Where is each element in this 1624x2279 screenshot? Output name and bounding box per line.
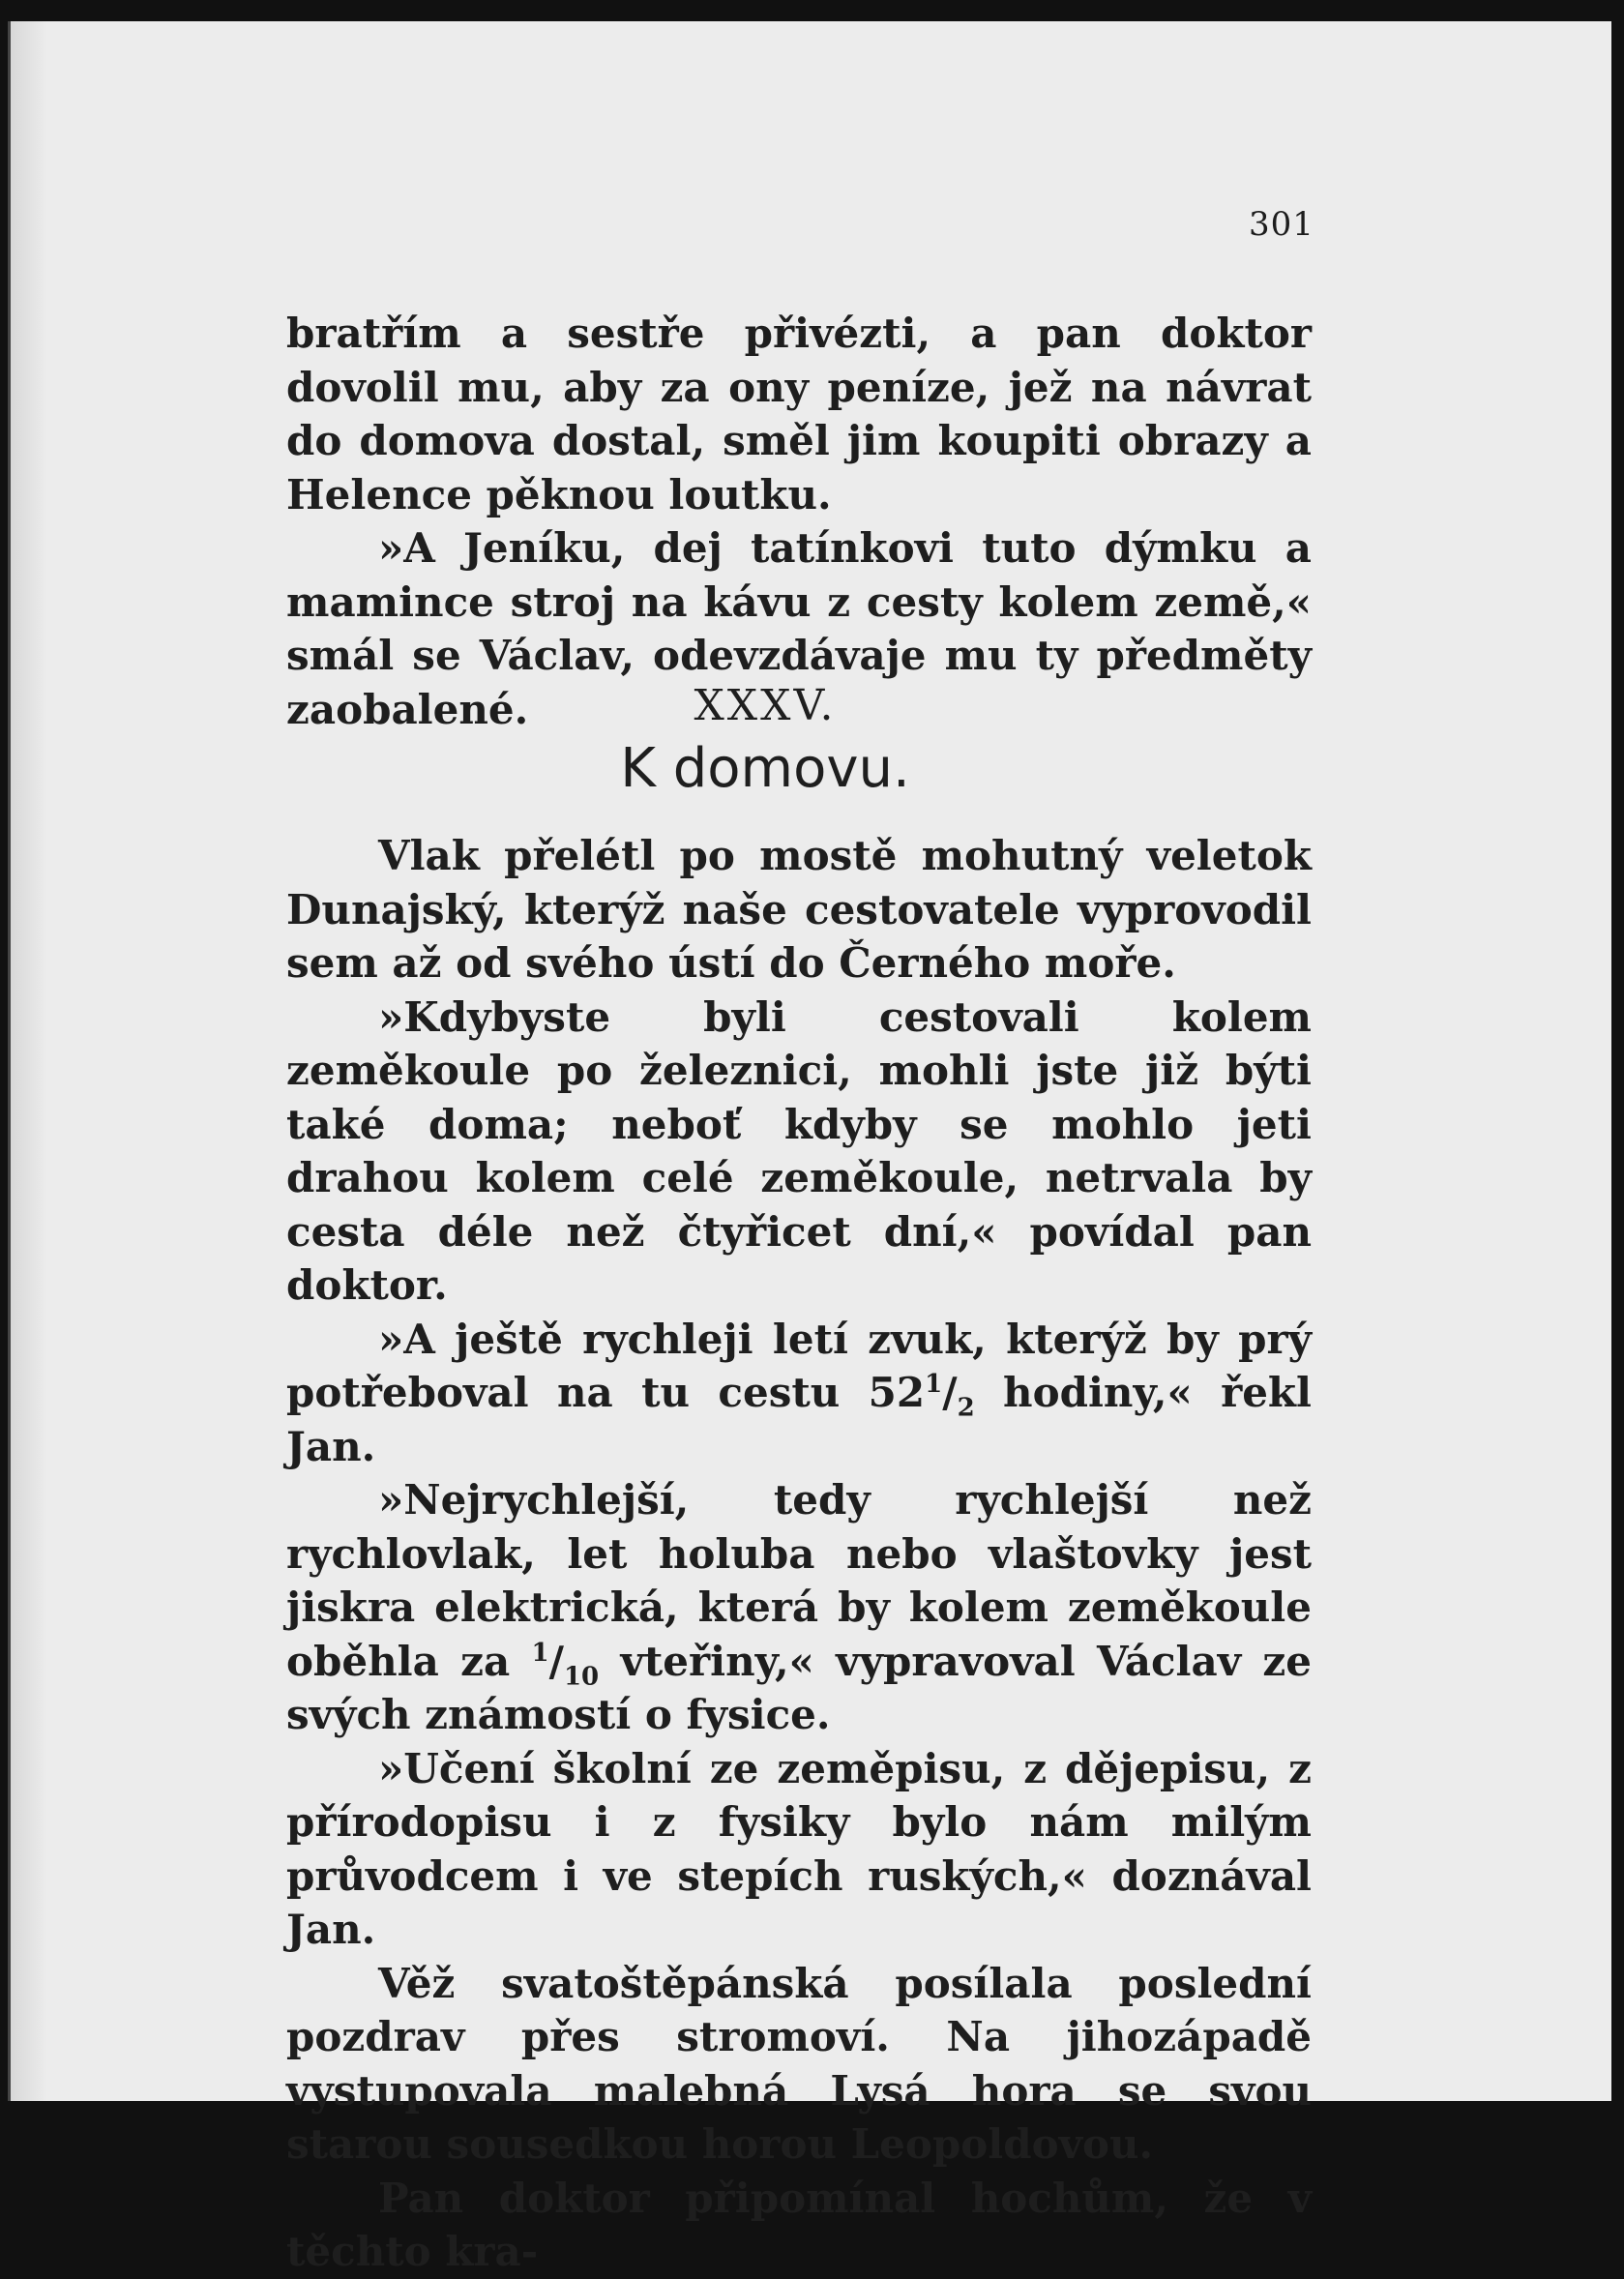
fraction-denominator: 2	[957, 1393, 975, 1423]
fraction-slash: /	[942, 1369, 958, 1416]
page-number: 301	[1249, 205, 1314, 244]
fraction-denominator: 10	[563, 1661, 600, 1691]
text-span: hodiny,« řekl Jan.	[286, 1369, 1312, 1470]
text-span: »A ještě rychleji letí zvuk, kterýž by prý potřeboval na tu cestu 52	[286, 1315, 1312, 1416]
paragraph: »Učení školní ze zeměpisu, z dějepisu, z přírodopisu i z fysiky bylo nám milým průvodcem i ve stepích ruských,« doznával Jan.	[286, 1744, 1312, 1953]
fraction-numerator: 1	[925, 1370, 943, 1399]
top-text-block	[286, 307, 1312, 736]
paragraph: »Kdybyste byli cestovali kolem zeměkoule po železnici, mohli jste již býti také doma; neboť kdyby se mohlo jeti drahou kolem celé zeměkoule, netrvala by cesta déle než čtyřicet dní,« povídal pan doktor.	[286, 992, 1312, 1309]
text-span: vteřiny,« vypravoval Václav ze svých známostí o fysice.	[286, 1637, 1312, 1738]
chapter-text-block	[286, 829, 1312, 2279]
paragraph: Věž svatoštěpánská posílala poslední pozdrav přes stromoví. Na jihozápadě vystupovala malebná Lysá hora se svou starou sousedkou horou Leopoldovou.	[286, 1959, 1312, 2168]
fraction-slash: /	[548, 1637, 564, 1685]
text-span: »Nejrychlejší, tedy rychlejší než rychlovlak, let holuba nebo vlaštovky jest jiskra elektrická, která by kolem zeměkoule oběhla za	[286, 1476, 1312, 1685]
fraction-numerator: 1	[531, 1638, 549, 1668]
book-page	[8, 21, 1611, 2275]
chapter-number: XXXV.	[694, 681, 837, 730]
paragraph-with-fraction	[286, 1313, 1312, 1474]
paragraph: bratřím a sestře přivézti, a pan doktor dovolil mu, aby za ony peníze, jež na návrat do domova dostal, směl jim koupiti obrazy a Helence pěknou loutku.	[286, 310, 1312, 518]
page-spine	[11, 21, 47, 2101]
paragraph: Vlak přelétl po mostě mohutný veletok Dunajský, kterýž naše cestovatele vyprovodil sem až od svého ústí do Černého moře.	[286, 832, 1312, 987]
paragraph: Pan doktor připomínal hochům, že v těchto kra-	[286, 2174, 1312, 2275]
paragraph: »A Jeníku, dej tatínkovi tuto dýmku a mamince stroj na kávu z cesty kolem země,« smál se Václav, odevzdávaje mu ty předměty zaobalené.	[286, 524, 1312, 733]
paragraph-with-fraction	[286, 1473, 1312, 1742]
chapter-title: K domovu.	[620, 737, 910, 800]
